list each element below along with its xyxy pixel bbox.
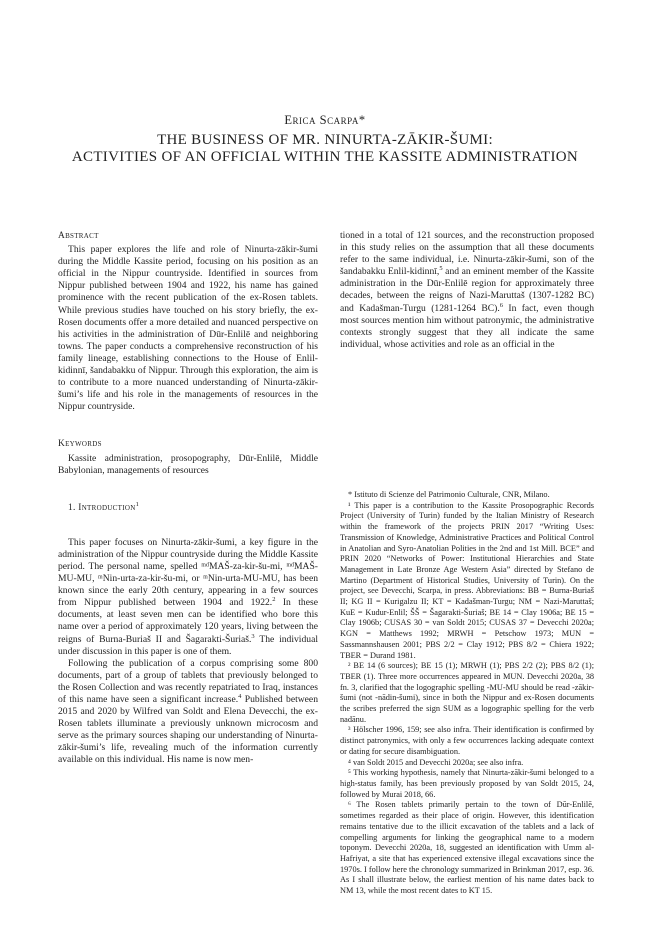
footnote-4: ⁴ van Soldt 2015 and Devecchi 2020a; see also infra.	[348, 757, 524, 767]
abstract-heading: Abstract	[58, 231, 99, 241]
right-column	[340, 230, 594, 351]
right-paragraph	[340, 230, 594, 351]
right-p1-b: and an eminent member of the Kassite administration in the Dūr-Enlilē region for approximately three decades, between the reigns of Nazi-Maruttaš (1307-1282 BC) and Kadašman-Turgu (1281-1264 BC).	[340, 266, 594, 314]
footnote-affiliation: * Istituto di Scienze del Patrimonio Culturale, CNR, Milano.	[348, 490, 550, 499]
intro-p2-b: Published between 2015 and 2020 by Wilfred van Soldt and Elena Devecchi, the ex-Rosen tablets illuminate a previously unknown microcosm and serve as the primary sources shaping our understanding of Ninurta-zākir-šumi’s life, revealing much of the information currently available on this individual. His name is now men-	[58, 694, 318, 766]
footnote-ref-6[interactable]: 6	[499, 301, 503, 309]
footnote-2: ² BE 14 (6 sources); BE 15 (1); MRWH (1); PBS 2/2 (2); PBS 8/2 (1); TBER (1). Three more occurrences appeared in MUN. Devecchi 2020a, 38 fn. 3, clarified that the logographic spelling -MU-MU should be read -zākir-šumi (not -nādin-šumi), since in both the Nippur and ex-Rosen documents the scribes preferred the sign SUM as a logographic spelling for the verb nadānu.	[340, 661, 594, 724]
footnote-3: ³ Hölscher 1996, 159; see also infra. Their identification is confirmed by distinct patronymics, with only a few occurrences lacking adequate context or dating for secure disambiguation.	[340, 725, 594, 756]
intro-p1-c: The individual under discussion in this paper is one of them.	[58, 633, 318, 657]
footnotes	[340, 490, 594, 897]
title-line-1: THE BUSINESS OF MR. NINURTA-ZĀKIR-ŠUMI:	[157, 132, 493, 148]
footnote-1: ¹ This paper is a contribution to the Kassite Prosopographic Records Project (University of Turin) funded by the Italian Ministry of Research within the framework of the projects PRIN 2017 “Writing Uses: Transmission of Knowledge, Administrative Practices and Political Control in Anatolian and Syro-Anatolian Polities in the 2nd and 1st Mill. BCE” and PRIN 2020 “Networks of Power: Institutional Hierarchies and State Management in Late Bronze Age Western Asia” directed by Stefano de Martino (Department of Historical Studies, University of Turin). On the project, see Devecchi, Scarpa, in press. Abbreviations: BB = Burna-Buriaš II; KG II = Kurigalzu II; KT = Kadašman-Turgu; NM = Nazi-Maruttaš; KuE = Kudur-Enlil; ŠŠ = Šagarakti-Šuriaš; BE 14 = Clay 1906a; BE 15 = Clay 1906b; CUSAS 30 = van Soldt 2015; CUSAS 37 = Devecchi 2020a; KGN = Matthews 1992; MRWH = Petschow 1973; MUN = Sassmannshausen 2001; PBS 2/2 = Clay 1912; PBS 8/2 = Chiera 1922; TBER = Durand 1981.	[340, 500, 594, 660]
footnote-ref-1[interactable]: 1	[135, 500, 140, 508]
right-p1-a: tioned in a total of 121 sources, and the reconstruction proposed in this study relies on the assumption that all these documents refer to the same individual, i.e. Ninurta-zākir-šumi, son of the šandabakku Enlil-kidinnī,	[340, 230, 594, 278]
intro-p1-a: This paper focuses on Ninurta-zākir-šumi, a key figure in the administration of the Nippur countryside during the Middle Kassite period. The personal name, spelled ᵐᵈMAŠ-za-kir-šu-mi, ᵐᵈMAŠ-MU-MU, ᵐNin-urta-za-kir-šu-mi, or ᵐNin-urta-MU-MU, has been known since the early 20th century, appearing in a few sources from Nippur published between 1904 and 1922.	[58, 536, 318, 609]
introduction-heading	[58, 502, 318, 514]
paper-title	[30, 132, 620, 166]
right-p1-c: In fact, even though most sources mention him without patronymic, the administrative contexts strongly suggest that they all indicate the same individual, whose activities and role as an official in the	[340, 302, 595, 350]
intro-paragraph-2	[58, 658, 318, 767]
intro-p2-a: Following the publication of a corpus comprising some 800 documents, part of a group of tablets that previously belonged to the Rosen Collection and was recently repatriated to Iraq, instances of this name have seen a significant increase.	[58, 657, 318, 705]
abstract-text: This paper explores the life and role of Ninurta-zākir-šumi during the Middle Kassite period, focusing on his position as an official in the Nippur countryside. Identified in sources from Nippur published between 1904 and 1922, his name has gained prominence with the recent publication of the ex-Rosen tablets. While previous studies have touched on his story briefly, the ex-Rosen documents offer a more detailed and nuanced perspective on his activities in the administration of Dūr-Enlilē and neighboring towns. The paper conducts a comprehensive reconstruction of his family lineage, establishing connections to the House of Enlil-kidinnī, šandabakku of Nippur. Through this exploration, the aim is to contribute to a more nuanced understanding of Ninurta-zākir-šumi’s life and his role in the managements of resources in the Nippur countryside.	[58, 244, 318, 413]
footnote-5: ⁵ This working hypothesis, namely that Ninurta-zākir-šumi belonged to a high-status family, has been previously proposed by van Soldt 2015, 24, followed by Murai 2018, 66.	[340, 768, 594, 799]
author-name: Erica Scarpa*	[284, 113, 366, 127]
keywords-heading: Keywords	[58, 439, 102, 450]
keywords-text: Kassite administration, prosopography, Dūr-Enlilē, Middle Babylonian, managements of resources	[58, 452, 318, 476]
footnote-ref-2[interactable]: 2	[272, 596, 276, 604]
footnote-ref-4[interactable]: 4	[238, 692, 242, 700]
footnote-ref-5[interactable]: 5	[439, 265, 443, 273]
footnote-ref-3[interactable]: 3	[251, 632, 255, 640]
intro-paragraph-1	[58, 537, 318, 658]
introduction-heading-text: 1. Introduction	[68, 502, 136, 513]
left-column	[58, 230, 318, 767]
footnote-6: ⁶ The Rosen tablets primarily pertain to the town of Dūr-Enlilē, sometimes regarded as their place of origin. However, this identification remains tentative due to the illicit excavation of the tablets and a lack of compelling arguments for linking the geographical name to a modern toponym. Devecchi 2020a, 18, suggested an identification with Umm al-Hafriyat, a site that has experienced extensive illegal excavations since the 1970s. I follow here the chronology summarized in Brinkman 2017, esp. 36. As I shall illustrate below, the earliest mention of his name dates back to NM 13, while the most recent dates to KT 15.	[340, 800, 594, 896]
title-line-2: ACTIVITIES OF AN OFFICIAL WITHIN THE KASSITE ADMINISTRATION	[71, 149, 579, 165]
intro-p1-b: In these documents, at least seven men can be identified who bore this name over a period of approximately 120 years, living between the reigns of Burna-Buriaš II and Šagarakti-Šuriaš.	[58, 597, 318, 645]
